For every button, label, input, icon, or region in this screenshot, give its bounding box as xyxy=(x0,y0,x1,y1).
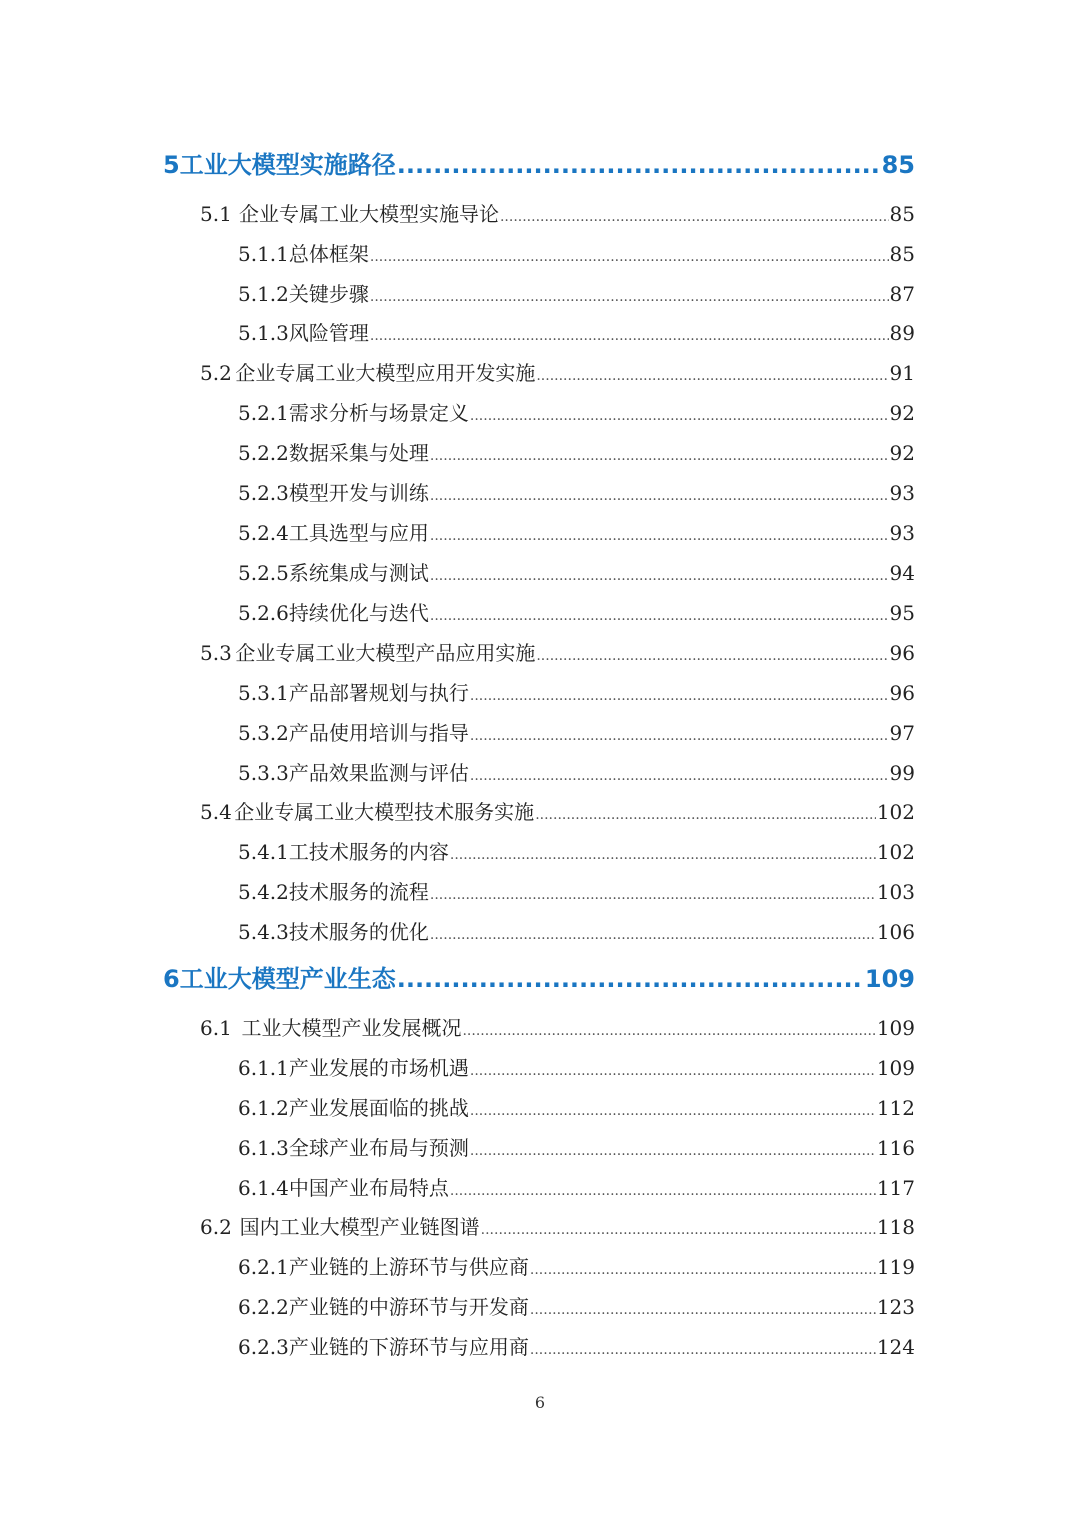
toc-dot-leader xyxy=(470,681,889,705)
toc-entry-title: 全球产业布局与预测 xyxy=(289,1132,469,1161)
toc-subsection-entry[interactable] xyxy=(238,278,915,307)
toc-dot-leader xyxy=(430,481,889,505)
toc-entry-number: 5.4 xyxy=(200,800,234,824)
toc-entry-page: 97 xyxy=(889,721,915,745)
toc-entry-title: 工业大模型产业生态 xyxy=(180,959,396,994)
toc-dot-leader xyxy=(450,1176,876,1200)
toc-entry-title: 数据采集与处理 xyxy=(289,437,429,466)
toc-entry-page: 112 xyxy=(876,1096,915,1120)
toc-entry-page: 94 xyxy=(889,561,915,585)
toc-subsection-entry[interactable] xyxy=(238,916,915,945)
toc-dot-leader xyxy=(536,361,888,385)
toc-entry-title: 企业专属工业大模型产品应用实施 xyxy=(235,637,535,666)
toc-entry-title: 系统集成与测试 xyxy=(289,557,429,586)
toc-entry-page: 109 xyxy=(864,965,915,993)
toc-subsection-entry[interactable] xyxy=(238,717,915,746)
toc-entry-number: 6.1.4 xyxy=(238,1176,289,1200)
toc-entry-title: 模型开发与训练 xyxy=(289,477,429,506)
toc-entry-number: 5.1.2 xyxy=(238,282,289,306)
toc-subsection-entry[interactable] xyxy=(238,1132,915,1161)
toc-subsection-entry[interactable] xyxy=(238,1291,915,1320)
toc-subsection-entry[interactable] xyxy=(238,238,915,267)
toc-entry-number: 5.1 xyxy=(200,202,239,226)
toc-entry-number: 5.2 xyxy=(200,361,235,385)
toc-entry-title: 中国产业布局特点 xyxy=(289,1172,449,1201)
toc-dot-leader xyxy=(430,601,889,625)
toc-entry-page: 85 xyxy=(881,151,915,179)
toc-entry-number: 5.4.1 xyxy=(238,840,289,864)
toc-entry-number: 5.3.3 xyxy=(238,761,289,785)
toc-entry-page: 106 xyxy=(876,920,915,944)
toc-subsection-entry[interactable] xyxy=(238,876,915,905)
toc-subsection-entry[interactable] xyxy=(238,437,915,466)
toc-entry-page: 109 xyxy=(876,1016,915,1040)
toc-entry-number: 5.1.3 xyxy=(238,321,289,345)
toc-subsection-entry[interactable] xyxy=(238,1251,915,1280)
toc-subsection-entry[interactable] xyxy=(238,836,915,865)
toc-entry-title: 总体框架 xyxy=(289,238,369,267)
toc-entry-title: 关键步骤 xyxy=(289,278,369,307)
toc-entry-number: 6.2.3 xyxy=(238,1335,289,1359)
toc-entry-page: 124 xyxy=(876,1335,915,1359)
toc-entry-number: 5.2.2 xyxy=(238,441,289,465)
toc-entry-page: 116 xyxy=(876,1136,915,1160)
toc-dot-leader xyxy=(470,1136,876,1160)
toc-entry-number: 5.2.3 xyxy=(238,481,289,505)
toc-entry-page: 109 xyxy=(876,1056,915,1080)
toc-dot-leader xyxy=(500,202,889,226)
toc-entry-title: 产业链的中游环节与开发商 xyxy=(289,1291,529,1320)
toc-entry-number: 5.2.6 xyxy=(238,601,289,625)
toc-entry-title: 企业专属工业大模型应用开发实施 xyxy=(235,357,535,386)
toc-dot-leader xyxy=(430,920,876,944)
toc-dot-leader xyxy=(470,721,889,745)
toc-entry-title: 产品效果监测与评估 xyxy=(289,757,469,786)
toc-dot-leader xyxy=(430,561,889,585)
toc-entry-page: 99 xyxy=(889,761,915,785)
toc-entry-page: 123 xyxy=(876,1295,915,1319)
toc-dot-leader xyxy=(397,151,881,179)
toc-entry-number: 6.2.2 xyxy=(238,1295,289,1319)
toc-dot-leader xyxy=(470,1056,876,1080)
toc-entry-title: 企业专属工业大模型技术服务实施 xyxy=(234,796,534,825)
toc-dot-leader xyxy=(530,1255,876,1279)
toc-section-entry[interactable] xyxy=(200,357,915,386)
toc-entry-number: 6.1.1 xyxy=(238,1056,289,1080)
toc-dot-leader xyxy=(370,321,889,345)
toc-entry-title: 工具选型与应用 xyxy=(289,517,429,546)
toc-entry-page: 118 xyxy=(876,1215,915,1239)
toc-entry-title: 工业大模型产业发展概况 xyxy=(241,1012,461,1041)
toc-entry-number: 6.2 xyxy=(200,1215,240,1239)
toc-entry-page: 96 xyxy=(889,641,915,665)
toc-section-entry[interactable] xyxy=(200,1012,915,1041)
toc-entry-title: 技术服务的优化 xyxy=(289,916,429,945)
toc-entry-title: 工业大模型实施路径 xyxy=(180,145,396,180)
toc-entry-title: 产品使用培训与指导 xyxy=(289,717,469,746)
toc-section-entry[interactable] xyxy=(200,796,915,825)
toc-entry-title: 企业专属工业大模型实施导论 xyxy=(239,198,499,227)
toc-dot-leader xyxy=(530,1295,876,1319)
toc-chapter-entry[interactable] xyxy=(163,145,915,180)
toc-subsection-entry[interactable] xyxy=(238,1092,915,1121)
toc-entry-page: 93 xyxy=(889,481,915,505)
toc-dot-leader xyxy=(370,282,889,306)
toc-entry-number: 6.1.3 xyxy=(238,1136,289,1160)
toc-entry-page: 96 xyxy=(889,681,915,705)
toc-entry-number: 5 xyxy=(163,151,180,179)
toc-entry-title: 产业发展的市场机遇 xyxy=(289,1052,469,1081)
toc-entry-number: 5.4.3 xyxy=(238,920,289,944)
toc-entry-page: 92 xyxy=(889,441,915,465)
toc-entry-number: 5.3.2 xyxy=(238,721,289,745)
toc-entry-page: 102 xyxy=(876,800,915,824)
toc-entry-number: 6.2.1 xyxy=(238,1255,289,1279)
toc-entry-title: 产业链的下游环节与应用商 xyxy=(289,1331,529,1360)
toc-entry-title: 国内工业大模型产业链图谱 xyxy=(240,1211,480,1240)
toc-subsection-entry[interactable] xyxy=(238,1172,915,1201)
toc-entry-number: 6 xyxy=(163,965,180,993)
toc-entry-title: 产业链的上游环节与供应商 xyxy=(289,1251,529,1280)
toc-dot-leader xyxy=(430,880,876,904)
toc-entry-page: 95 xyxy=(889,601,915,625)
toc-entry-page: 119 xyxy=(876,1255,915,1279)
toc-dot-leader xyxy=(530,1335,876,1359)
toc-entry-number: 5.1.1 xyxy=(238,242,289,266)
toc-entry-page: 85 xyxy=(889,202,915,226)
toc-entry-number: 5.4.2 xyxy=(238,880,289,904)
toc-dot-leader xyxy=(450,840,876,864)
toc-subsection-entry[interactable] xyxy=(238,397,915,426)
toc-subsection-entry[interactable] xyxy=(238,317,915,346)
toc-dot-leader xyxy=(481,1215,876,1239)
toc-dot-leader xyxy=(397,965,864,993)
toc-entry-number: 6.1 xyxy=(200,1016,241,1040)
toc-entry-page: 103 xyxy=(876,880,915,904)
toc-entry-number: 5.2.5 xyxy=(238,561,289,585)
toc-entry-page: 117 xyxy=(876,1176,915,1200)
toc-entry-title: 产品部署规划与执行 xyxy=(289,677,469,706)
toc-entry-page: 93 xyxy=(889,521,915,545)
toc-entry-page: 87 xyxy=(889,282,915,306)
toc-entry-number: 6.1.2 xyxy=(238,1096,289,1120)
toc-dot-leader xyxy=(430,521,889,545)
toc-entry-page: 85 xyxy=(889,242,915,266)
toc-subsection-entry[interactable] xyxy=(238,1331,915,1360)
toc-dot-leader xyxy=(535,800,876,824)
toc-subsection-entry[interactable] xyxy=(238,477,915,506)
footer-page-number: 6 xyxy=(534,1393,546,1412)
toc-entry-number: 5.2.1 xyxy=(238,401,289,425)
toc-entry-number: 5.3.1 xyxy=(238,681,289,705)
toc-entry-title: 工技术服务的内容 xyxy=(289,836,449,865)
toc-section-entry[interactable] xyxy=(200,198,915,227)
toc-entry-number: 5.3 xyxy=(200,641,235,665)
toc-subsection-entry[interactable] xyxy=(238,597,915,626)
toc-entry-title: 风险管理 xyxy=(289,317,369,346)
toc-entry-page: 91 xyxy=(889,361,915,385)
toc-subsection-entry[interactable] xyxy=(238,557,915,586)
toc-section-entry[interactable] xyxy=(200,1211,915,1240)
toc-entry-title: 技术服务的流程 xyxy=(289,876,429,905)
toc-entry-title: 需求分析与场景定义 xyxy=(289,397,469,426)
toc-dot-leader xyxy=(462,1016,875,1040)
toc-entry-page: 92 xyxy=(889,401,915,425)
toc-subsection-entry[interactable] xyxy=(238,677,915,706)
toc-entry-page: 89 xyxy=(889,321,915,345)
toc-subsection-entry[interactable] xyxy=(238,757,915,786)
toc-entry-title: 产业发展面临的挑战 xyxy=(289,1092,469,1121)
toc-dot-leader xyxy=(470,761,889,785)
toc-subsection-entry[interactable] xyxy=(238,517,915,546)
toc-dot-leader xyxy=(430,441,889,465)
toc-chapter-entry[interactable] xyxy=(163,959,915,994)
toc-dot-leader xyxy=(470,401,889,425)
toc-subsection-entry[interactable] xyxy=(238,1052,915,1081)
toc-entry-title: 持续优化与迭代 xyxy=(289,597,429,626)
toc-dot-leader xyxy=(536,641,888,665)
toc-entry-number: 5.2.4 xyxy=(238,521,289,545)
toc-dot-leader xyxy=(370,242,889,266)
toc-dot-leader xyxy=(470,1096,876,1120)
toc-section-entry[interactable] xyxy=(200,637,915,666)
toc-entry-page: 102 xyxy=(876,840,915,864)
